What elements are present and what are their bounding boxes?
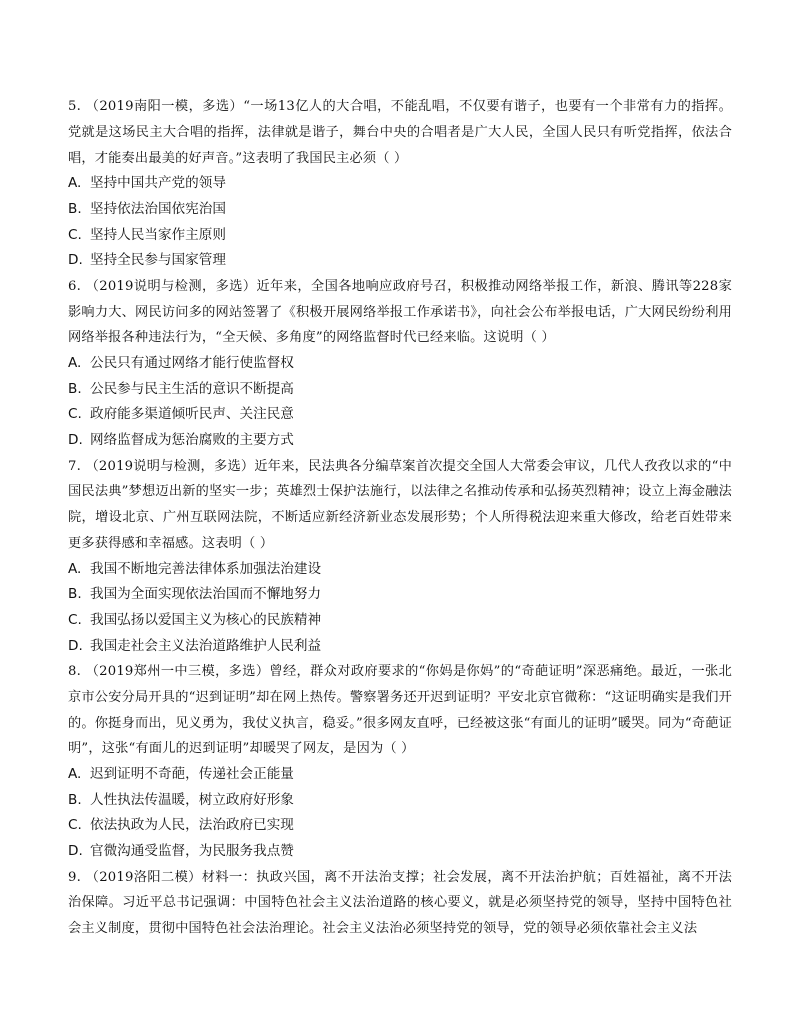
option-text: 坚持中国共产党的领导 xyxy=(90,175,226,192)
option-letter: D. xyxy=(68,431,83,448)
option-text: 公民参与民主生活的意识不断提高 xyxy=(90,380,294,397)
option-letter: C. xyxy=(68,817,82,834)
option-text: 坚持人民当家作主原则 xyxy=(90,226,226,243)
option-text: 坚持依法治国依宪治国 xyxy=(90,200,226,217)
question-stem xyxy=(68,865,732,942)
question-7 xyxy=(68,454,732,660)
option-letter: D. xyxy=(68,637,83,654)
option-letter: C. xyxy=(68,226,82,243)
question-stem xyxy=(68,274,732,351)
option-c xyxy=(68,402,732,428)
option-letter: A. xyxy=(68,560,82,577)
option-text: 坚持全民参与国家管理 xyxy=(90,252,226,269)
question-5 xyxy=(68,94,732,274)
option-b xyxy=(68,788,732,814)
question-text: （2019说明与检测，多选）近年来，全国各地响应政府号召，积极推动网络举报工作，新浪、腾讯等228家影响力大、网民访问多的网站签署了《积极开展网络举报工作承诺书》，向社会公布举报电话，广大网民纷纷利用网络举报各种违法行为，“全天候、多角度”的网络监督时代已经来临。这说明（ ） xyxy=(68,278,732,346)
option-b xyxy=(68,582,732,608)
option-b xyxy=(68,197,732,223)
option-a xyxy=(68,557,732,583)
option-a xyxy=(68,171,732,197)
option-d xyxy=(68,634,732,660)
option-d xyxy=(68,428,732,454)
option-letter: B. xyxy=(68,200,82,217)
question-stem xyxy=(68,94,732,171)
question-stem xyxy=(68,659,732,762)
question-number: 6. xyxy=(68,278,81,294)
option-c xyxy=(68,608,732,634)
question-number: 5. xyxy=(68,99,81,114)
option-letter: C. xyxy=(68,611,82,628)
option-text: 依法执政为人民，法治政府已实现 xyxy=(90,817,294,834)
option-letter: C. xyxy=(68,406,82,423)
option-d xyxy=(68,248,732,274)
question-9 xyxy=(68,865,732,942)
option-d xyxy=(68,839,732,865)
option-text: 公民只有通过网络才能行使监督权 xyxy=(90,355,294,372)
option-letter: B. xyxy=(68,791,82,808)
option-text: 我国不断地完善法律体系加强法治建设 xyxy=(90,560,322,577)
question-text: （2019郑州一中三模，多选）曾经，群众对政府要求的“你妈是你妈”的“奇葩证明”深恶痛绝。最近，一张北京市公安分局开具的“迟到证明”却在网上热传。警察署务还开迟到证明？平安北京官微称：“这证明确实是我们开的。你挺身而出，见义勇为，我仗义执言，稳妥。”很多网友直呼，已经被这张“有面儿的证明”暖哭。同为“奇葩证明”，这张“有面儿的迟到证明”却暖哭了网友，是因为（ ） xyxy=(68,664,732,757)
question-number: 9. xyxy=(68,869,81,885)
question-6 xyxy=(68,274,732,454)
question-text: （2019洛阳二模）材料一：执政兴国，离不开法治支撑；社会发展，离不开法治护航；百姓福祉，离不开法治保障。习近平总书记强调：中国特色社会主义法治道路的核心要义，就是必须坚持党的领导，坚持中国特色社会主义制度，贯彻中国特色社会法治理论。社会主义法治必须坚持党的领导，党的领导必须依靠社会主义法 xyxy=(68,869,732,937)
question-stem xyxy=(68,454,732,557)
option-letter: A. xyxy=(68,355,82,372)
option-letter: A. xyxy=(68,175,82,192)
option-a xyxy=(68,762,732,788)
option-letter: A. xyxy=(68,766,82,783)
option-text: 迟到证明不奇葩，传递社会正能量 xyxy=(90,766,294,783)
question-8 xyxy=(68,659,732,865)
option-b xyxy=(68,377,732,403)
question-number: 8. xyxy=(68,664,81,680)
option-text: 我国走社会主义法治道路维护人民利益 xyxy=(90,637,322,654)
option-a xyxy=(68,351,732,377)
question-text: （2019说明与检测，多选）近年来，民法典各分编草案首次提交全国人大常委会审议，几代人孜孜以求的“中国民法典”梦想迈出新的坚实一步；英雄烈士保护法施行，以法律之名推动传承和弘扬英烈精神；设立上海金融法院，增设北京、广州互联网法院，不断适应新经济新业态发展形势；个人所得税法迎来重大修改，给老百姓带来更多获得感和幸福感。这表明（ ） xyxy=(68,458,732,551)
option-text: 政府能多渠道倾听民声、关注民意 xyxy=(90,406,294,423)
option-text: 网络监督成为惩治腐败的主要方式 xyxy=(90,431,294,448)
option-text: 人性执法传温暖，树立政府好形象 xyxy=(90,791,294,808)
option-c xyxy=(68,223,732,249)
option-text: 我国为全面实现依法治国而不懈地努力 xyxy=(90,586,322,603)
question-number: 7. xyxy=(68,458,81,474)
option-letter: B. xyxy=(68,380,82,397)
question-text: （2019南阳一模，多选）“一场13亿人的大合唱，不能乱唱，不仅要有谐子，也要有一个非常有力的指挥。党就是这场民主大合唱的指挥，法律就是谐子，舞台中央的合唱者是广大人民，全国人民只有听党指挥，依法合唱，才能奏出最美的好声音。”这表明了我国民主必须（ ） xyxy=(68,99,732,166)
option-letter: D. xyxy=(68,843,83,860)
option-text: 我国弘扬以爱国主义为核心的民族精神 xyxy=(90,611,322,628)
option-letter: D. xyxy=(68,252,83,269)
option-letter: B. xyxy=(68,586,82,603)
option-c xyxy=(68,813,732,839)
option-text: 官微沟通受监督，为民服务我点赞 xyxy=(90,843,294,860)
